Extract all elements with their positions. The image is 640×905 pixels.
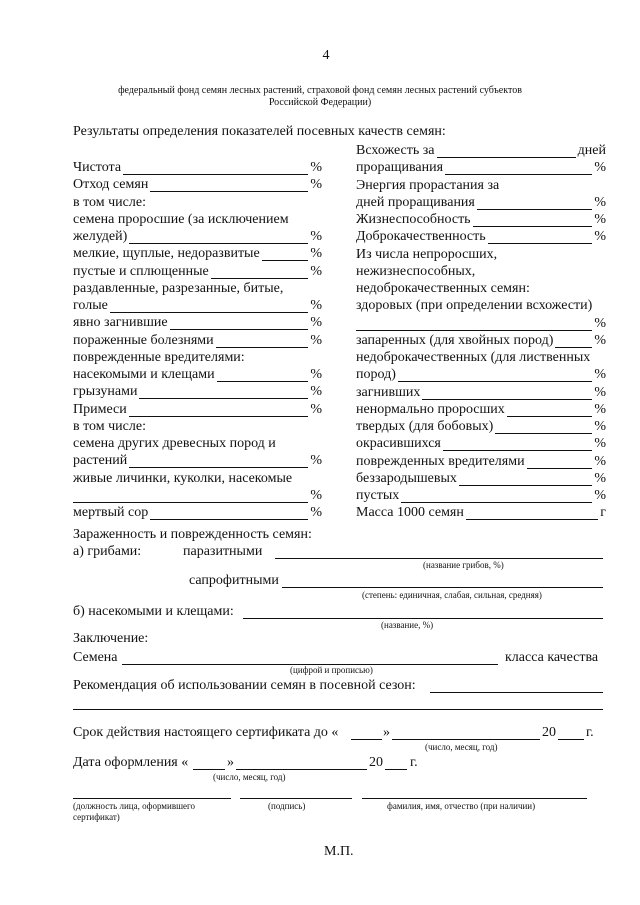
left-item-suffix: % [310, 384, 322, 400]
right-item-row [356, 195, 606, 212]
left-item-row [73, 453, 322, 470]
insects-label: б) насекомыми и клещами: [73, 604, 234, 619]
right-item-label: дней проращивания [356, 194, 475, 210]
left-item-suffix: % [310, 332, 322, 348]
left-item-suffix: % [310, 453, 322, 469]
recommendation-fill-line-2[interactable] [73, 709, 603, 710]
right-item-label: окрасившихся [356, 436, 441, 452]
right-item-suffix: % [594, 194, 606, 210]
left-item-row [73, 195, 322, 212]
full-name-caption: фамилия, имя, отчество (при наличии) [387, 801, 536, 811]
right-item-label: поврежденных вредителями [356, 453, 525, 469]
fill-line[interactable] [443, 450, 592, 451]
right-item-label: ненормально проросших [356, 401, 505, 417]
page-number: 4 [322, 48, 330, 63]
left-item-label: грызунами [73, 384, 138, 400]
right-item-row [356, 281, 606, 298]
saprophytic-fill-line[interactable] [282, 587, 603, 588]
fill-line[interactable] [445, 174, 592, 175]
fill-line[interactable] [473, 226, 593, 227]
fill-line[interactable] [129, 467, 308, 468]
validity-year-prefix: 20 [542, 725, 556, 740]
right-item-row [356, 333, 606, 350]
signature-line[interactable] [240, 798, 352, 799]
left-item-label: живые личинки, куколки, насекомые [73, 470, 293, 486]
issue-year-line[interactable] [385, 769, 407, 770]
fill-line[interactable] [401, 502, 592, 503]
results-title: Результаты определения показателей посевных качеств семян: [73, 124, 446, 139]
parasitic-fill-line[interactable] [275, 558, 603, 559]
validity-close-quote: » [383, 725, 390, 740]
left-item-label: в том числе: [73, 194, 146, 210]
left-item-row [73, 177, 322, 194]
left-item-row [73, 160, 322, 177]
validity-year-line[interactable] [558, 739, 584, 740]
issue-year-suffix: г. [410, 755, 418, 770]
right-item-suffix: % [594, 419, 606, 434]
fill-line[interactable] [477, 209, 592, 210]
infestation-title: Зараженность и поврежденность семян: [73, 527, 312, 542]
fill-line[interactable] [555, 347, 592, 348]
fill-line[interactable] [139, 398, 308, 399]
right-item-label: загнивших [356, 384, 421, 400]
right-item-suffix: % [594, 436, 606, 452]
left-item-label: пораженные болезнями [73, 332, 214, 348]
right-item-row [356, 160, 606, 177]
right-item-row [356, 367, 606, 384]
header-note-line1: федеральный фонд семян лесных растений, страховой фонд семян лесных растений субъектов [118, 85, 522, 96]
left-item-row [73, 212, 322, 229]
position-line[interactable] [73, 798, 231, 799]
right-item-row [356, 298, 606, 315]
issue-caption: (число, месяц, год) [213, 772, 286, 782]
validity-day-line[interactable] [351, 739, 382, 740]
right-item-row [356, 385, 606, 402]
right-item-row [356, 143, 606, 160]
fill-line[interactable] [466, 519, 598, 520]
right-item-suffix: % [594, 160, 606, 176]
left-item-row [73, 402, 322, 419]
left-item-label: Отход семян [73, 177, 149, 193]
validity-caption: (число, месяц, год) [425, 742, 498, 752]
fill-line[interactable] [170, 329, 309, 330]
fill-line[interactable] [217, 381, 309, 382]
fill-line[interactable] [356, 330, 592, 331]
position-caption-1: (должность лица, оформившего [73, 801, 195, 811]
recommendation-fill-line[interactable] [430, 692, 603, 693]
left-item-suffix: % [310, 160, 322, 175]
left-item-label: растений [73, 453, 128, 469]
left-item-suffix: % [310, 505, 322, 520]
right-item-row [356, 419, 606, 436]
issue-day-line[interactable] [193, 769, 225, 770]
left-item-label: мертвый сор [73, 505, 149, 520]
left-item-row [73, 419, 322, 436]
left-item-suffix: % [310, 229, 322, 244]
conclusion-title: Заключение: [73, 631, 149, 646]
left-item-row [73, 281, 322, 298]
left-item-label: явно загнившие [73, 315, 168, 331]
left-item-label: поврежденные вредителями: [73, 349, 245, 365]
class-label: класса качества [505, 650, 599, 665]
insects-caption: (название, %) [381, 620, 434, 630]
left-item-row [73, 229, 322, 246]
right-item-row [356, 178, 606, 195]
left-item-label: желудей) [73, 229, 128, 244]
parasitic-caption: (название грибов, %) [423, 560, 504, 570]
right-item-row [356, 212, 606, 229]
left-item-label: семена других древесных пород и [73, 436, 276, 451]
left-item-suffix: % [310, 487, 322, 503]
right-item-suffix: % [594, 212, 606, 227]
right-item-row [356, 436, 606, 453]
fill-line[interactable] [123, 174, 308, 175]
right-item-row [356, 505, 606, 522]
fill-line[interactable] [422, 399, 592, 400]
left-item-label: голые [73, 298, 108, 313]
left-item-label: семена проросшие (за исключением [73, 211, 289, 227]
left-item-suffix: % [310, 315, 322, 331]
issue-date-label: Дата оформления « [73, 755, 189, 770]
right-item-suffix: % [594, 332, 606, 348]
right-item-label: нежизнеспособных, [356, 263, 476, 279]
left-item-row [73, 350, 322, 367]
fill-line[interactable] [129, 416, 309, 417]
left-item-row [73, 246, 322, 263]
seeds-label: Семена [73, 650, 118, 665]
right-item-row [356, 471, 606, 488]
right-item-suffix: г [600, 505, 606, 521]
insects-fill-line[interactable] [243, 618, 603, 619]
left-item-label: раздавленные, разрезанные, битые, [73, 280, 284, 296]
left-item-label: насекомыми и клещами [73, 367, 215, 382]
right-item-suffix: % [594, 315, 606, 331]
left-item-label: мелкие, щуплые, недоразвитые [73, 246, 260, 262]
right-item-label: здоровых (при определении всхожести) [356, 298, 593, 314]
fungi-label: а) грибами: [73, 544, 142, 559]
left-item-row [73, 264, 322, 281]
fill-line[interactable] [150, 519, 308, 520]
issue-close-quote: » [227, 755, 234, 770]
validity-year-suffix: г. [586, 725, 594, 740]
validity-month-line[interactable] [392, 739, 540, 740]
fill-line[interactable] [398, 381, 592, 382]
left-item-row [73, 488, 322, 505]
fill-line[interactable] [150, 191, 308, 192]
right-item-label: Из числа непроросших, [356, 246, 498, 262]
fill-line[interactable] [488, 243, 593, 244]
left-item-label: Чистота [73, 160, 122, 175]
left-item-label: Примеси [73, 401, 127, 417]
right-item-label: проращивания [356, 160, 444, 176]
stamp-label: М.П. [324, 844, 354, 859]
right-item-suffix: % [594, 453, 606, 469]
left-item-suffix: % [310, 401, 322, 417]
left-item-label: в том числе: [73, 418, 146, 434]
left-item-row [73, 436, 322, 453]
right-item-label: Масса 1000 семян [356, 505, 464, 521]
left-item-label: пустые и сплющенные [73, 263, 209, 279]
fill-line[interactable] [459, 485, 592, 486]
right-item-row [356, 350, 606, 367]
fill-line[interactable] [129, 243, 308, 244]
fill-line[interactable] [216, 347, 309, 348]
left-item-suffix: % [310, 177, 322, 193]
left-item-suffix: % [310, 367, 322, 382]
issue-year-prefix: 20 [369, 755, 383, 770]
left-item-row [73, 384, 322, 401]
right-item-label: пустых [356, 488, 400, 503]
right-item-row [356, 247, 606, 264]
right-item-label: Доброкачественность [356, 229, 486, 245]
fill-line[interactable] [262, 260, 309, 261]
right-item-label: твердых (для бобовых) [356, 419, 494, 434]
right-item-suffix: % [594, 488, 606, 503]
right-item-suffix: % [594, 401, 606, 417]
right-item-suffix: дней [577, 143, 606, 158]
right-item-label: недоброкачественных семян: [356, 281, 530, 296]
issue-month-line[interactable] [236, 769, 367, 770]
right-item-label: беззародышевых [356, 470, 457, 486]
parasitic-label: паразитными [183, 544, 263, 559]
validity-label: Срок действия настоящего сертификата до « [73, 725, 339, 740]
right-item-suffix: % [594, 367, 606, 383]
full-name-line[interactable] [362, 798, 587, 799]
left-item-suffix: % [310, 298, 322, 313]
left-item-row [73, 298, 322, 315]
right-item-label: Жизнеспособность [356, 212, 471, 227]
fill-line[interactable] [211, 278, 309, 279]
right-item-suffix: % [594, 384, 606, 400]
right-item-row [356, 454, 606, 471]
saprophytic-caption: (степень: единичная, слабая, сильная, средняя) [362, 590, 542, 600]
right-item-row [356, 229, 606, 246]
fill-line[interactable] [73, 502, 308, 503]
right-item-label: пород) [356, 367, 396, 383]
right-item-row [356, 402, 606, 419]
right-item-label: недоброкачественных (для лиственных [356, 350, 591, 365]
right-item-label: запаренных (для хвойных пород) [356, 332, 554, 348]
fill-line[interactable] [437, 157, 576, 158]
right-item-label: Всхожесть за [356, 143, 435, 158]
position-caption-2: сертификат) [73, 812, 120, 822]
right-item-row [356, 316, 606, 333]
header-note-line2: Российской Федерации) [268, 97, 372, 108]
right-item-label: Энергия прорастания за [356, 177, 500, 193]
class-caption: (цифрой и прописью) [290, 665, 373, 675]
left-item-row [73, 471, 322, 488]
saprophytic-label: сапрофитными [189, 573, 279, 588]
left-item-row [73, 367, 322, 384]
fill-line[interactable] [495, 433, 592, 434]
right-item-suffix: % [594, 229, 606, 245]
left-item-suffix: % [310, 246, 322, 262]
right-item-row [356, 264, 606, 281]
right-item-suffix: % [594, 470, 606, 486]
left-item-suffix: % [310, 263, 322, 279]
fill-line[interactable] [110, 312, 309, 313]
recommendation-label: Рекомендация об использовании семян в посевной сезон: [73, 678, 416, 693]
fill-line[interactable] [527, 468, 593, 469]
left-item-row [73, 333, 322, 350]
signature-caption: (подпись) [268, 801, 306, 811]
right-item-row [356, 488, 606, 505]
left-item-row [73, 315, 322, 332]
left-item-row [73, 505, 322, 522]
fill-line[interactable] [507, 416, 593, 417]
